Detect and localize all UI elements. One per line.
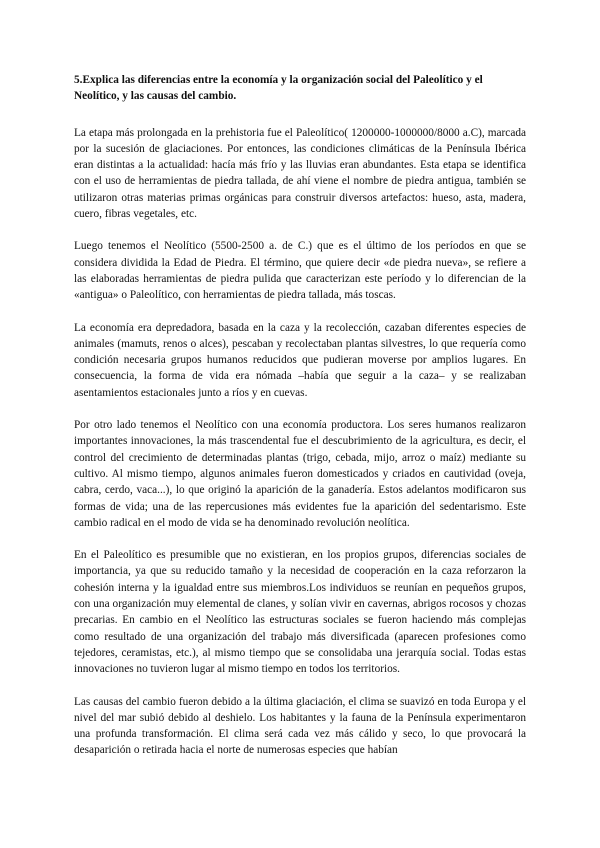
paragraph-neolithic-intro: Luego tenemos el Neolítico (5500-2500 a. de C.) que es el último de los períodos en que se considera dividida la Edad de Piedra. El término, que quiere decir «de piedra nueva», se refiere a las elaboradas herramientas de piedra pulida que caracterizan este período y lo diferencian de la «antigua» o Paleolítico, con herramientas de piedra tallada, más toscas. <box>74 240 526 302</box>
paragraph-causes-of-change: Las causas del cambio fueron debido a la última glaciación, el clima se suavizó en toda Europa y el nivel del mar subió debido al deshielo. Los habitantes y la fauna de la Península experimentaron una profunda transformación. El clima será cada vez más cálido y seco, lo que provocará la desaparición o retirada hacia el norte de numerosas especies que habían <box>74 695 526 757</box>
paragraph-social-organization: En el Paleolítico es presumible que no existieran, en los propios grupos, diferencias sociales de importancia, ya que su reducido tamaño y la necesidad de cooperación en la caza reforzaron la cohesión interna y la igualdad entre sus miembros.Los individuos se reunían en pequeños grupos, con una organización muy elemental de clanes, y solían vivir en cavernas, abrigos rocosos y chozas precarias. En cambio en el Neolítico las estructuras sociales se fueron haciendo más complejas como resultado de una organización del trabajo más diversificada (aparecen profesiones como tejedores, ceramistas, etc.), al mismo tiempo que se consolidaba una jerarquía social. Todas estas innovaciones no tuvieron lugar al mismo tiempo en todos los territorios. <box>74 549 526 676</box>
paragraph-paleolithic-economy: La economía era depredadora, basada en la caza y la recolección, cazaban diferentes especies de animales (mamuts, renos o alces), pescaban y recolectaban plantas silvestres, lo que requería como condición necesaria grupos humanos reducidos que pudieran moverse por amplios lugares. En consecuencia, la forma de vida era nómada –había que seguir a la caza– y se realizaban asentamientos estacionales junto a ríos y en cuevas. <box>74 321 526 399</box>
question-heading: 5.Explica las diferencias entre la economía y la organización social del Paleolítico y el Neolítico, y las causas del cambio. <box>74 74 483 103</box>
paragraph-neolithic-economy: Por otro lado tenemos el Neolítico con una economía productora. Los seres humanos realizaron importantes innovaciones, la más trascendental fue el descubrimiento de la agricultura, es decir, el control del crecimiento de determinadas plantas (trigo, cebada, mijo, arroz o maíz) mediante su cultivo. Al mismo tiempo, algunos animales fueron domesticados y criados en cautividad (oveja, cabra, cerdo, vaca...), lo que originó la aparición de la ganadería. Estos adelantos modificaron sus formas de vida; una de las repercusiones más evidentes fue la aparición del sedentarismo. Este cambio radical en el modo de vida se ha denominado revolución neolítica. <box>74 419 526 529</box>
paragraph-paleolithic-intro: La etapa más prolongada en la prehistoria fue el Paleolítico( 1200000-1000000/8000 a.C), marcada por la sucesión de glaciaciones. Por entonces, las condiciones climáticas de la Península Ibérica eran distintas a la actualidad: hacía más frío y las lluvias eran abundantes. Esta etapa se identifica con el uso de herramientas de piedra tallada, de ahí viene el nombre de piedra antigua, también se utilizaron otras materias primas orgánicas para construir diversos artefactos: hueso, asta, madera, cuero, fibras vegetales, etc. <box>74 126 526 221</box>
document-body <box>74 72 526 775</box>
